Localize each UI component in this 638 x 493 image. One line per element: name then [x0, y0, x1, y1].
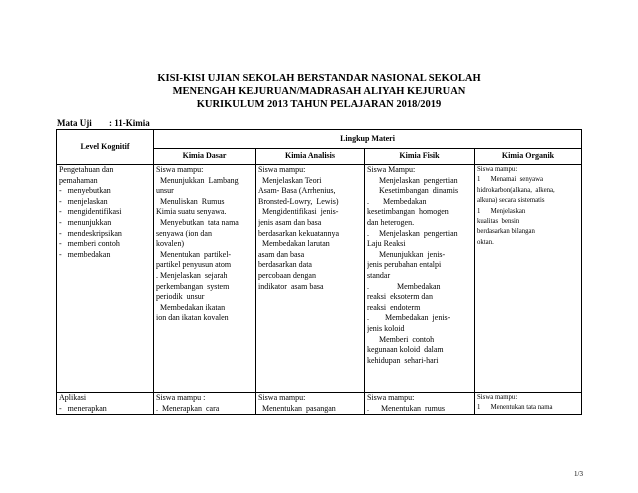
kisi-kisi-table: [56, 129, 582, 415]
title-line-3: KURIKULUM 2013 TAHUN PELAJARAN 2018/2019: [196, 99, 442, 110]
cell-line: 1 Menentukan tata nama: [477, 404, 553, 412]
cell-line: Siswa mampu :: [156, 393, 206, 402]
cell-kimia-organik-aplikasi: [475, 393, 582, 415]
cell-line: kualitas bensin: [477, 218, 520, 226]
cell-line: reaksi eksoterm dan: [367, 292, 433, 302]
cell-line: - menyebutkan: [59, 186, 111, 196]
cell-line: . Menentukan rumus: [367, 403, 445, 413]
cell-line: Menentukan partikel-: [156, 249, 232, 259]
column-header-kimia-analisis: Kimia Analisis: [256, 149, 365, 165]
cell-kimia-analisis-aplikasi: [256, 393, 365, 415]
column-header-kimia-organik: Kimia Organik: [475, 149, 582, 165]
cell-line: - mendeskripsikan: [59, 228, 122, 238]
cell-line: Menjelaskan Teori: [258, 175, 322, 185]
cell-line: asam dan basa: [258, 249, 305, 259]
cell-kimia-analisis: [256, 165, 365, 393]
cell-line: Asam- Basa (Arrhenius,: [258, 186, 336, 196]
cell-line: Siswa mampu:: [156, 165, 204, 174]
cell-line: senyawa (ion dan: [156, 228, 212, 238]
table-row-aplikasi: [57, 393, 582, 415]
cell-level-pengetahuan: [57, 165, 154, 393]
cell-line: Mengidentifikasi jenis-: [258, 207, 339, 217]
cell-line: Aplikasi: [59, 393, 87, 402]
lingkup-materi-header: Lingkup Materi: [154, 130, 582, 149]
cell-line: Memberi contoh: [367, 334, 435, 344]
cell-line: . Menjelaskan pengertian: [367, 228, 458, 238]
cell-line: Menentukan pasangan: [258, 403, 336, 413]
title-line-1: KISI-KISI UJIAN SEKOLAH BERSTANDAR NASIONAL SEKOLAH: [157, 73, 481, 84]
cell-line: . Menjelaskan sejarah: [156, 270, 228, 280]
cell-line: . Menerapkan cara: [156, 403, 220, 413]
cell-kimia-dasar-aplikasi: [154, 393, 256, 415]
cell-line: jenis asam dan basa: [258, 217, 322, 227]
cell-line: 1 Menamai senyawa: [477, 176, 544, 184]
cell-line: indikator asam basa: [258, 281, 324, 291]
cell-line: Siswa mampu:: [258, 393, 306, 402]
cell-line: Menunjukkan jenis-: [367, 249, 446, 259]
cell-line: periodik unsur: [156, 292, 205, 302]
cell-line: . Membedakan: [367, 281, 441, 291]
cell-line: kesetimbangan homogen: [367, 207, 449, 217]
cell-line: reaksi endoterm: [367, 302, 421, 312]
cell-line: standar: [367, 270, 391, 280]
cell-line: kegunaan koloid dalam: [367, 345, 444, 355]
table-row-pengetahuan: [57, 165, 582, 393]
subject-label: Mata Uji: [57, 118, 92, 128]
cell-line: berdasarkan data: [258, 260, 312, 270]
cell-line: - memberi contoh: [59, 239, 120, 249]
cell-line: unsur: [156, 186, 174, 196]
cell-line: Menjelaskan pengertian: [367, 175, 458, 185]
cell-line: jenis perubahan entalpi: [367, 260, 442, 270]
cell-line: Menuliskan Rumus: [156, 196, 225, 206]
cell-line: - menjelaskan: [59, 196, 108, 206]
cell-line: kovalen): [156, 239, 184, 249]
subject-value: : 11-Kimia: [109, 118, 150, 128]
cell-line: . Membedakan: [367, 196, 427, 206]
cell-line: jenis koloid: [367, 323, 405, 333]
cell-line: ion dan ikatan kovalen: [156, 313, 229, 323]
cell-line: - menunjukkan: [59, 217, 112, 227]
title-line-2: MENENGAH KEJURUAN/MADRASAH ALIYAH KEJURUAN: [172, 86, 466, 97]
cell-line: pemahaman: [59, 175, 98, 185]
cell-line: Siswa mampu:: [477, 394, 518, 401]
column-header-kimia-fisik: Kimia Fisik: [365, 149, 475, 165]
cell-line: Menyebutkan tata nama: [156, 217, 239, 227]
cell-line: Siswa Mampu:: [367, 165, 416, 174]
cell-line: perkembangan system: [156, 281, 230, 291]
cell-line: berdasarkan bilangan: [477, 228, 535, 236]
cell-line: alkuna) secara sistematis: [477, 197, 545, 205]
cell-line: Kimia suatu senyawa.: [156, 207, 227, 217]
cell-line: Kesetimbangan dinamis: [367, 186, 459, 196]
cell-line: kehidupan sehari-hari: [367, 355, 439, 365]
cell-line: dan heterogen.: [367, 217, 415, 227]
cell-line: 1 Menjelaskan: [477, 207, 526, 215]
cell-level-aplikasi: [57, 393, 154, 415]
cell-line: - membedakan: [59, 249, 111, 259]
cell-line: Membedakan larutan: [258, 239, 330, 249]
cell-line: Siswa mampu:: [367, 393, 415, 402]
cell-line: percobaan dengan: [258, 270, 316, 280]
cell-kimia-organik: [475, 165, 582, 393]
cell-line: oktan.: [477, 238, 494, 246]
cell-line: Bronsted-Lowry, Lewis): [258, 196, 339, 206]
cell-line: Siswa mampu:: [477, 166, 518, 173]
cell-line: Siswa mampu:: [258, 165, 306, 174]
column-header-kimia-dasar: Kimia Dasar: [154, 149, 256, 165]
level-kognitif-header: Level Kognitif: [57, 130, 154, 165]
cell-line: Menunjukkan Lambang: [156, 175, 239, 185]
cell-line: berdasarkan kekuatannya: [258, 228, 340, 238]
document-title: [0, 72, 638, 111]
cell-kimia-fisik-aplikasi: [365, 393, 475, 415]
cell-kimia-fisik: [365, 165, 475, 393]
page-number: 1/3: [574, 470, 583, 478]
cell-line: Laju Reaksi: [367, 239, 406, 249]
cell-line: hidrokarbon(alkana, alkena,: [477, 186, 555, 194]
cell-line: . Membedakan jenis-: [367, 313, 451, 323]
cell-line: - menerapkan: [59, 403, 107, 413]
cell-line: - mengidentifikasi: [59, 207, 122, 217]
cell-kimia-dasar: [154, 165, 256, 393]
cell-line: Pengetahuan dan: [59, 165, 114, 174]
subject-line: [57, 118, 150, 128]
cell-line: Membedakan ikatan: [156, 302, 226, 312]
cell-line: partikel penyusun atom: [156, 260, 232, 270]
